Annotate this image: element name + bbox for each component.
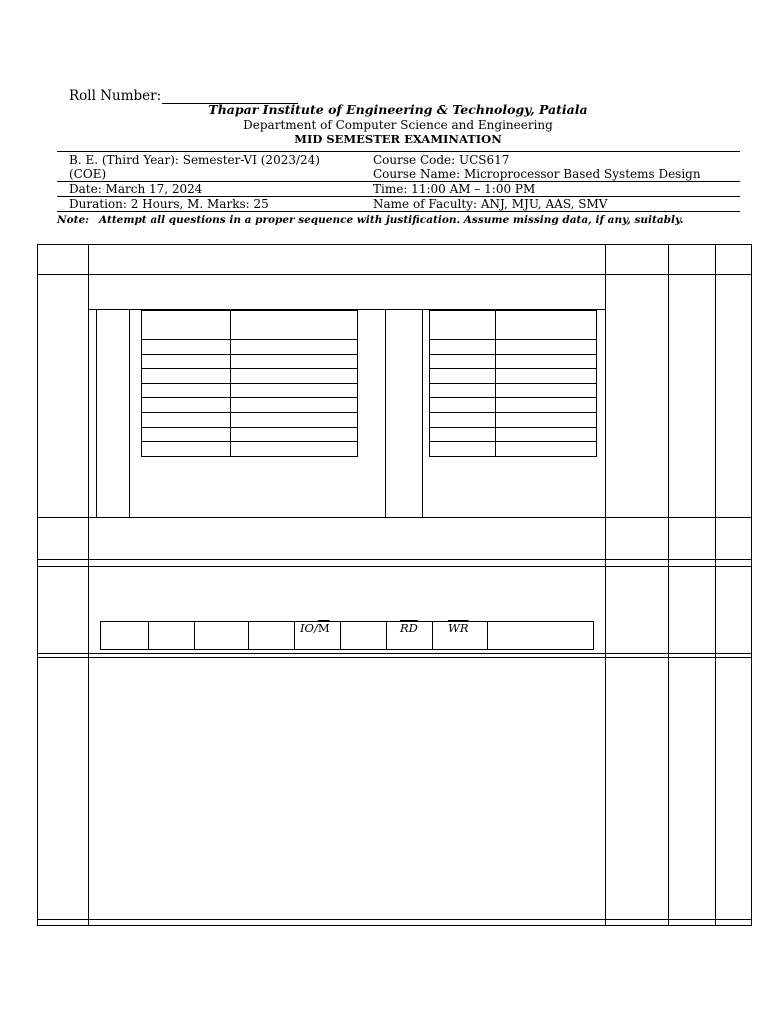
signal-table-col xyxy=(340,621,341,650)
signal-table-col xyxy=(487,621,488,650)
signal-rd: $\overline{RD}$ xyxy=(400,621,418,635)
branch-info: (COE) xyxy=(69,167,107,181)
exam-duration: Duration: 2 Hours, M. Marks: 25 xyxy=(69,197,269,211)
note-label: Note: xyxy=(57,214,90,226)
signal-table-col xyxy=(432,621,433,650)
roll-number-label: Roll Number: xyxy=(69,88,162,104)
row-line-q3a xyxy=(37,653,752,654)
memory-table-left-row xyxy=(141,368,358,369)
signal-table-col xyxy=(194,621,195,650)
memory-table-left-row xyxy=(141,383,358,384)
signal-table-col xyxy=(294,621,295,650)
institute-name: Thapar Institute of Engineering & Technology, Patiala xyxy=(208,102,588,117)
signal-table-col xyxy=(148,621,149,650)
memory-table-right-row xyxy=(429,339,597,340)
col-line-bt xyxy=(715,244,716,926)
row-line-q3b xyxy=(37,657,752,658)
course-name: Course Name: Microprocessor Based Systems Design xyxy=(373,167,701,181)
row-line-q1 xyxy=(37,517,752,518)
col-line-marks xyxy=(605,244,606,926)
memory-table-right-row xyxy=(429,412,597,413)
memory-table-left-row xyxy=(141,412,358,413)
figure-divider-1 xyxy=(129,309,130,517)
memory-table-left-row xyxy=(141,339,358,340)
memory-table-left-row xyxy=(141,427,358,428)
figure-divider-3 xyxy=(422,309,423,517)
row-line-header xyxy=(37,274,752,275)
figure-left-edge xyxy=(96,309,97,517)
note-text-2: in a proper sequence with justification. Assume missing data, if any, suitably. xyxy=(229,214,684,226)
exam-note xyxy=(57,214,684,226)
figure-divider-2 xyxy=(385,309,386,517)
signal-io-m xyxy=(300,622,330,634)
memory-table-right-row xyxy=(429,383,597,384)
department-name: Department of Computer Science and Engineering xyxy=(243,118,553,132)
note-text-1: Attempt all questions xyxy=(99,214,230,226)
row-line-last xyxy=(37,919,752,920)
memory-table-left-row xyxy=(141,441,358,442)
memory-table-right-row xyxy=(429,441,597,442)
signal-table-col xyxy=(386,621,387,650)
faculty-names: Name of Faculty: ANJ, MJU, AAS, SMV xyxy=(373,197,608,211)
signal-table xyxy=(100,621,594,650)
memory-table-right-row xyxy=(429,397,597,398)
memory-table-left-row xyxy=(141,397,358,398)
row-line-q2a xyxy=(37,559,752,560)
signal-io-m-prefix: IO/ xyxy=(300,621,318,635)
course-code: Course Code: UCS617 xyxy=(373,153,510,167)
exam-time: Time: 11:00 AM – 1:00 PM xyxy=(373,182,536,196)
info-rule-top xyxy=(57,151,740,152)
info-rule-bottom xyxy=(57,211,740,212)
col-line-qno xyxy=(88,244,89,926)
signal-table-col xyxy=(248,621,249,650)
signal-io-m-bar: $\overline{M}$ xyxy=(317,621,330,635)
exam-date: Date: March 17, 2024 xyxy=(69,182,203,196)
memory-table-right-row xyxy=(429,368,597,369)
memory-table-right-row xyxy=(429,427,597,428)
row-line-q2b xyxy=(37,566,752,567)
exam-title: MID SEMESTER EXAMINATION xyxy=(294,132,502,146)
col-line-co xyxy=(668,244,669,926)
signal-wr: $\overline{WR}$ xyxy=(448,621,469,635)
memory-table-right-row xyxy=(429,354,597,355)
program-info: B. E. (Third Year): Semester-VI (2023/24) xyxy=(69,153,320,167)
memory-table-left-row xyxy=(141,354,358,355)
